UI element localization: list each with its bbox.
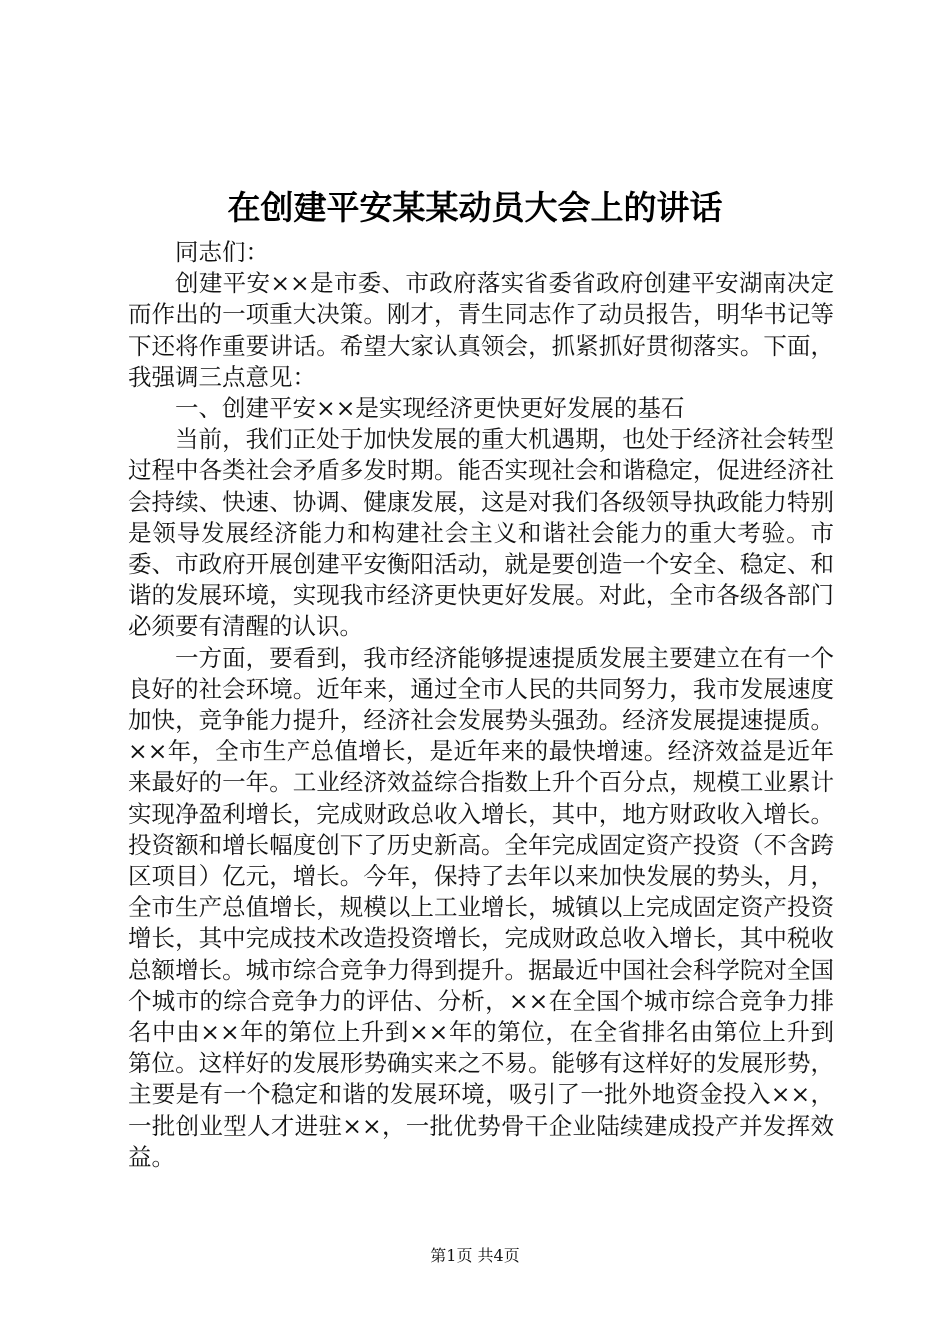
- paragraph-intro: 创建平安××是市委、市政府落实省委省政府创建平安湖南决定而作出的一项重大决策。刚才，青生同志作了动员报告，明华书记等下还将作重要讲话。希望大家认真领会，抓紧抓好贯彻落实。下面，我强调三点意见：: [128, 269, 834, 391]
- paragraph-salutation: 同志们：: [175, 238, 269, 266]
- page-title: 在创建平安某某动员大会上的讲话: [227, 188, 723, 227]
- section-heading-1: 一、创建平安××是实现经济更快更好发展的基石: [175, 394, 685, 423]
- page-number-footer: 第1页 共4页: [430, 1246, 520, 1265]
- paragraph-current-situation: 当前，我们正处于加快发展的重大机遇期，也处于经济社会转型过程中各类社会矛盾多发时期。能否实现社会和谐稳定，促进经济社会持续、快速、协调、健康发展，这是对我们各级领导执政能力特别是领导发展经济能力和构建社会主义和谐社会能力的重大考验。市委、市政府开展创建平安衡阳活动，就是要创造一个安全、稳定、和谐的发展环境，实现我市经济更快更好发展。对此，全市各级各部门必须要有清醒的认识。: [128, 425, 834, 641]
- document-body: [128, 237, 834, 1173]
- paragraph-one-aspect: 一方面，要看到，我市经济能够提速提质发展主要建立在有一个良好的社会环境。近年来，通过全市人民的共同努力，我市发展速度加快，竞争能力提升，经济社会发展势头强劲。经济发展提速提质。××年，全市生产总值增长，是近年来的最快增速。经济效益是近年来最好的一年。工业经济效益综合指数上升个百分点，规模工业累计实现净盈利增长，完成财政总收入增长，其中，地方财政收入增长。投资额和增长幅度创下了历史新高。全年完成固定资产投资（不含跨区项目）亿元，增长。今年，保持了去年以来加快发展的势头，月，全市生产总值增长，规模以上工业增长，城镇以上完成固定资产投资增长，其中完成技术改造投资增长，完成财政总收入增长，其中税收总额增长。城市综合竞争力得到提升。据最近中国社会科学院对全国个城市的综合竞争力的评估、分析，××在全国个城市综合竞争力排名中由××年的第位上升到××年的第位，在全省排名由第位上升到第位。这样好的发展形势确实来之不易。能够有这样好的发展形势，主要是有一个稳定和谐的发展环境，吸引了一批外地资金投入××，一批创业型人才进驻××，一批优势骨干企业陆续建成投产并发挥效益。: [128, 643, 834, 1171]
